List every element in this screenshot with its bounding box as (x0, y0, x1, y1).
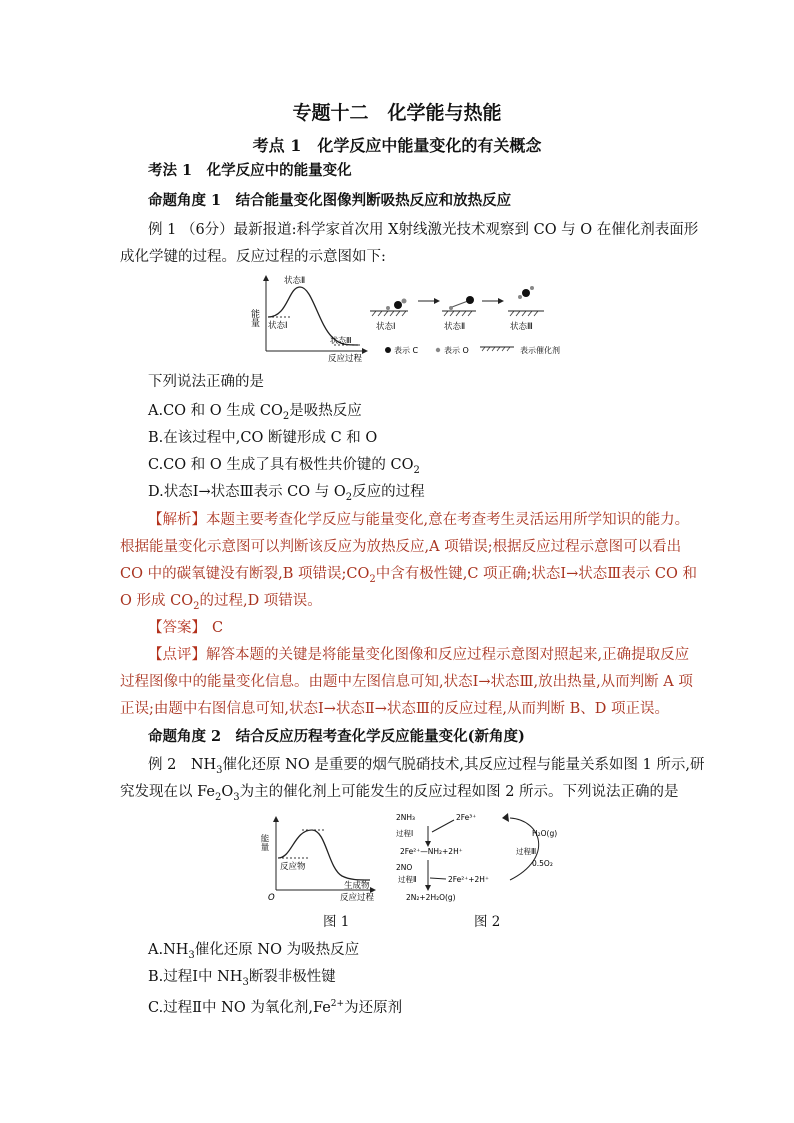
ex2-figure1 (259, 812, 382, 912)
fig2-fe2-bot: 2Fe²⁺+2H⁺ (448, 875, 489, 884)
process-state3-label: 状态Ⅲ (510, 322, 533, 332)
ex2-option-c-sup: 2+ (330, 999, 345, 1009)
ex2-option-a-tail: 催化还原 NO 为吸热反应 (194, 942, 360, 958)
fig2-process1: 过程Ⅰ (396, 829, 414, 838)
legend-carbon: 表示 C (394, 346, 419, 355)
ex2-stem1-b: 催化还原 NO 是重要的烟气脱硝技术,其反应过程与能量关系如图 1 所示,研 (222, 757, 705, 773)
ex1-question: 下列说法正确的是 (148, 374, 264, 390)
analysis-text4: O 形成 CO (120, 593, 194, 609)
ex2-option-b-tail: 断裂非极性键 (248, 969, 336, 985)
fig2-o2: 0.5O₂ (532, 859, 553, 868)
fig1-reactant: 反应物 (280, 862, 306, 872)
comment-line3: 正误;由题中右图信息可知,状态Ⅰ→状态Ⅱ→状态Ⅲ的反应过程,从而判断 B、D 项正误。 (120, 701, 669, 717)
comment-tag: 【点评】 (148, 647, 206, 663)
ex2-stem2-sub2: 3 (233, 791, 240, 803)
legend-carbon-dot (385, 347, 391, 353)
analysis-line3 (120, 565, 697, 589)
ex1-stem-line1: 例 1 （6分）最新报道:科学家首次用 X射线激光技术观察到 CO 与 O 在催化剂表面形 (148, 222, 699, 238)
analysis-text3: CO 中的碳氧键没有断裂,B 项错误;CO (120, 566, 370, 582)
reaction-axis-label: 反应过程 (328, 354, 363, 364)
fig2-fe3-top: 2Fe³⁺ (456, 813, 477, 822)
fig2-fe2-mid: 2Fe²⁺—NH₂+2H⁺ (400, 847, 463, 856)
fig2-h2o: H₂O(g) (532, 829, 558, 838)
fig1-product: 生成物 (344, 881, 370, 891)
ex2-stem2-a: 究发现在以 Fe (120, 784, 215, 800)
legend-catalyst: 表示催化剂 (520, 346, 560, 355)
ex1-option-b: B.在该过程中,CO 断键形成 C 和 O (148, 430, 378, 446)
fig2-nh3: 2NH₃ (396, 813, 416, 822)
ex2-option-b (148, 968, 336, 992)
ex2-option-b-text: B.过程Ⅰ中 NH (148, 969, 243, 985)
comment-line2: 过程图像中的能量变化信息。由题中左图信息可知,状态Ⅰ→状态Ⅲ,放出热量,从而判断 A 项 (120, 674, 693, 690)
angle2-heading: 命题角度 2 结合反应历程考查化学反应能量变化(新角度) (148, 728, 525, 745)
angle1-heading: 命题角度 1 结合能量变化图像判断吸热反应和放热反应 (148, 192, 512, 209)
ex2-option-c-text: C.过程Ⅱ中 NO 为氧化剂,Fe (148, 999, 331, 1016)
fig2-no: 2NO (396, 863, 413, 872)
legend-oxygen: 表示 O (444, 346, 469, 355)
fig1-ylabel: 能量 (259, 834, 269, 851)
ex2-option-b-sub: 3 (242, 976, 249, 988)
analysis-tag: 【解析】 (148, 512, 206, 528)
state3-label: 状态Ⅲ (330, 336, 352, 345)
ex1-option-d (148, 483, 425, 507)
legend-oxygen-dot (436, 348, 440, 352)
method-heading: 考法 1 化学反应中的能量变化 (148, 162, 352, 179)
analysis-text4-tail: 的过程,D 项错误。 (199, 593, 322, 609)
state1-oxygen (402, 299, 407, 304)
answer-tag: 【答案】 (148, 620, 206, 636)
ex2-stem-line2 (120, 783, 679, 807)
fig1-xlabel: 反应过程 (340, 893, 375, 903)
fig1-origin: O (268, 893, 275, 903)
fig2-n2: 2N₂+2H₂O(g) (406, 893, 456, 902)
state1-carbon (394, 301, 402, 309)
energy-diagram (249, 275, 368, 364)
ex2-stem-line1 (148, 756, 705, 780)
ex1-stem-line2: 成化学键的过程。反应过程的示意图如下: (120, 249, 386, 265)
ex2-option-a-sub: 3 (188, 949, 195, 961)
analysis-text4-sub: 2 (193, 600, 200, 612)
analysis-line2: 根据能量变化示意图可以判断该反应为放热反应,A 项错误;根据反应过程示意图可以看出 (120, 539, 682, 555)
ex2-stem2-b: O (221, 784, 234, 800)
page-title: 专题十二 化学能与热能 (292, 102, 502, 124)
ex2-stem2-sub1: 2 (214, 791, 222, 803)
section-title: 考点 1 化学反应中能量变化的有关概念 (252, 136, 542, 155)
ex2-option-a-text: A.NH (148, 942, 189, 958)
ex2-option-c (148, 995, 402, 1017)
fig2-process3: 过程Ⅲ (516, 847, 537, 856)
ex1-option-a-sub: 2 (282, 410, 290, 422)
fig1-caption: 图 1 (323, 914, 350, 930)
energy-axis-label: 能量 (249, 309, 259, 327)
ex1-option-c (148, 456, 420, 480)
ex1-option-a-text: A.CO 和 O 生成 CO (148, 403, 283, 419)
ex1-option-d-sub: 2 (345, 491, 353, 503)
analysis-text1: 本题主要考查化学反应与能量变化,意在考查考生灵活运用所学知识的能力。 (206, 512, 690, 528)
comment-text1: 解答本题的关键是将能量变化图像和反应过程示意图对照起来,正确提取反应 (206, 647, 690, 663)
fig2-process2: 过程Ⅱ (398, 875, 417, 884)
ex1-figure (248, 273, 588, 363)
state3-carbon (522, 289, 530, 297)
state2-label: 状态Ⅱ (284, 276, 306, 286)
ex2-figure2 (392, 808, 572, 908)
process-state1-label: 状态Ⅰ (376, 322, 396, 332)
ex1-option-a (148, 402, 362, 426)
ex1-option-c-sub: 2 (413, 464, 420, 476)
ex1-option-d-tail: 反应的过程 (352, 484, 425, 500)
analysis-line4 (120, 592, 322, 616)
ex1-option-c-text: C.CO 和 O 生成了具有极性共价键的 CO (148, 457, 414, 473)
ex2-stem1-sub: 3 (216, 764, 223, 776)
ex1-option-d-text: D.状态Ⅰ→状态Ⅲ表示 CO 与 O (148, 484, 346, 500)
analysis-line1 (148, 511, 689, 529)
analysis-text3-tail: 中含有极性键,C 项正确;状态Ⅰ→状态Ⅲ表示 CO 和 (375, 566, 697, 582)
state2-carbon (466, 296, 474, 304)
ex2-stem1-a: 例 2 NH (148, 757, 217, 773)
answer-line (148, 619, 223, 637)
ex2-stem2-c: 为主的催化剂上可能发生的反应过程如图 2 所示。下列说法正确的是 (239, 784, 679, 800)
analysis-text3-sub: 2 (369, 573, 376, 585)
answer-value: C (212, 620, 224, 636)
ex1-option-a-tail: 是吸热反应 (289, 403, 362, 419)
ex2-option-a (148, 941, 359, 965)
process-state2-label: 状态Ⅱ (444, 322, 466, 332)
reaction-process-diagram (370, 286, 560, 355)
comment-line1 (148, 646, 689, 664)
fig2-caption: 图 2 (474, 914, 501, 930)
ex2-option-c-tail: 为还原剂 (344, 999, 403, 1016)
state1-label: 状态Ⅰ (268, 321, 288, 331)
